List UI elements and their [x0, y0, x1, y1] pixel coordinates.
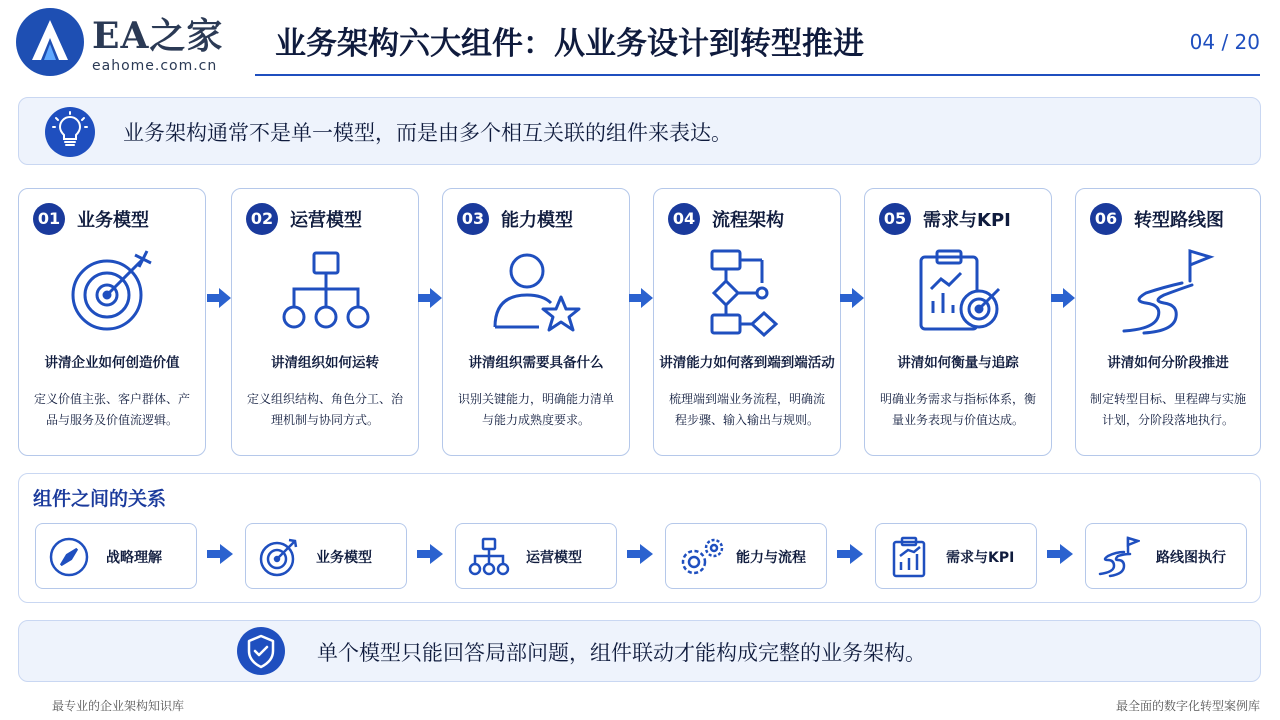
card-requirements-kpi: [864, 188, 1052, 456]
target-icon: [258, 536, 300, 578]
card-process-architecture: [653, 188, 841, 456]
card-title: 运营模型: [290, 210, 362, 231]
card-number: 05: [879, 203, 911, 235]
card-title: 转型路线图: [1134, 210, 1224, 231]
card-number: 06: [1090, 203, 1122, 235]
arrow-right-icon: [207, 288, 231, 308]
page-number: 04 / 20: [1189, 30, 1260, 54]
page-title: 业务架构六大组件：从业务设计到转型推进: [275, 26, 864, 62]
card-title: 业务模型: [77, 210, 149, 231]
relation-label: 业务模型: [316, 550, 372, 566]
compass-icon: [48, 536, 90, 578]
relation-label: 能力与流程: [736, 550, 806, 566]
card-business-model: [18, 188, 206, 456]
footer-right: 最全面的数字化转型案例库: [1115, 699, 1260, 713]
card-headline: 讲清能力如何落到端到端活动: [659, 355, 835, 371]
relation-step-strategy: [35, 523, 197, 589]
card-number: 02: [246, 203, 278, 235]
relations-panel: [18, 473, 1261, 603]
card-title: 流程架构: [712, 210, 784, 231]
relation-label: 需求与KPI: [946, 550, 1015, 566]
relation-label: 路线图执行: [1156, 550, 1226, 566]
relation-step-operating-model: [455, 523, 617, 589]
card-title: 能力模型: [501, 210, 573, 231]
card-headline: 讲清组织如何运转: [271, 355, 379, 371]
arrow-right-icon: [840, 288, 864, 308]
card-headline: 讲清企业如何创造价值: [44, 355, 180, 371]
arrow-right-icon: [1051, 288, 1075, 308]
card-title: 需求与KPI: [923, 210, 1011, 231]
shield-check-icon: [237, 627, 285, 675]
arrow-right-icon: [627, 544, 653, 564]
card-transformation-roadmap: [1075, 188, 1261, 456]
card-operating-model: [231, 188, 419, 456]
arrow-right-icon: [629, 288, 653, 308]
road-flag-icon: [1120, 247, 1220, 341]
gears-icon: [678, 536, 728, 578]
relation-step-roadmap: [1085, 523, 1247, 589]
person-star-icon: [487, 247, 587, 341]
clipboard-chart-icon: [888, 536, 930, 578]
card-headline: 讲清如何分阶段推进: [1107, 355, 1229, 371]
flowchart-icon: [698, 247, 798, 341]
intro-text: 业务架构通常不是单一模型，而是由多个相互关联的组件来表达。: [123, 121, 732, 145]
card-description: 定义价值主张、客户群体、产品与服务及价值流逻辑。: [33, 392, 190, 427]
card-description: 明确业务需求与指标体系，衡量业务表现与价值达成。: [879, 392, 1036, 427]
arrow-right-icon: [418, 288, 442, 308]
card-capability-model: [442, 188, 630, 456]
clipboard-chart-icon: [909, 247, 1009, 341]
relation-step-requirements-kpi: [875, 523, 1037, 589]
arrow-right-icon: [837, 544, 863, 564]
conclusion-text: 单个模型只能回答局部问题，组件联动才能构成完整的业务架构。: [317, 641, 926, 665]
logo-subtitle: eahome.com.cn: [92, 58, 218, 74]
relation-step-business-model: [245, 523, 407, 589]
relations-title: 组件之间的关系: [33, 488, 167, 510]
card-description: 定义组织结构、角色分工、治理机制与协同方式。: [246, 392, 403, 427]
arrow-right-icon: [207, 544, 233, 564]
card-headline: 讲清如何衡量与追踪: [897, 355, 1019, 371]
card-number: 04: [668, 203, 700, 235]
footer-left: 最专业的企业架构知识库: [52, 699, 185, 713]
org-chart-icon: [468, 536, 510, 578]
card-description: 制定转型目标、里程碑与实施计划，分阶段落地执行。: [1089, 392, 1246, 427]
relation-label: 战略理解: [106, 550, 162, 566]
card-headline: 讲清组织需要具备什么: [468, 355, 604, 371]
arrow-right-icon: [1047, 544, 1073, 564]
relation-label: 运营模型: [526, 550, 582, 566]
road-flag-icon: [1098, 536, 1140, 578]
relation-step-capability-process: [665, 523, 827, 589]
card-description: 识别关键能力，明确能力清单与能力成熟度要求。: [457, 392, 614, 427]
card-description: 梳理端到端业务流程，明确流程步骤、输入输出与规则。: [668, 392, 825, 427]
arrow-right-icon: [417, 544, 443, 564]
logo-mark: [16, 8, 84, 76]
card-number: 03: [457, 203, 489, 235]
target-icon: [63, 247, 163, 341]
title-divider: [255, 74, 1260, 76]
logo-text: EA之家: [92, 15, 224, 57]
intro-banner: [18, 97, 1261, 165]
org-chart-icon: [276, 247, 376, 341]
conclusion-banner: [18, 620, 1261, 682]
card-number: 01: [33, 203, 65, 235]
lightbulb-icon: [45, 107, 95, 157]
